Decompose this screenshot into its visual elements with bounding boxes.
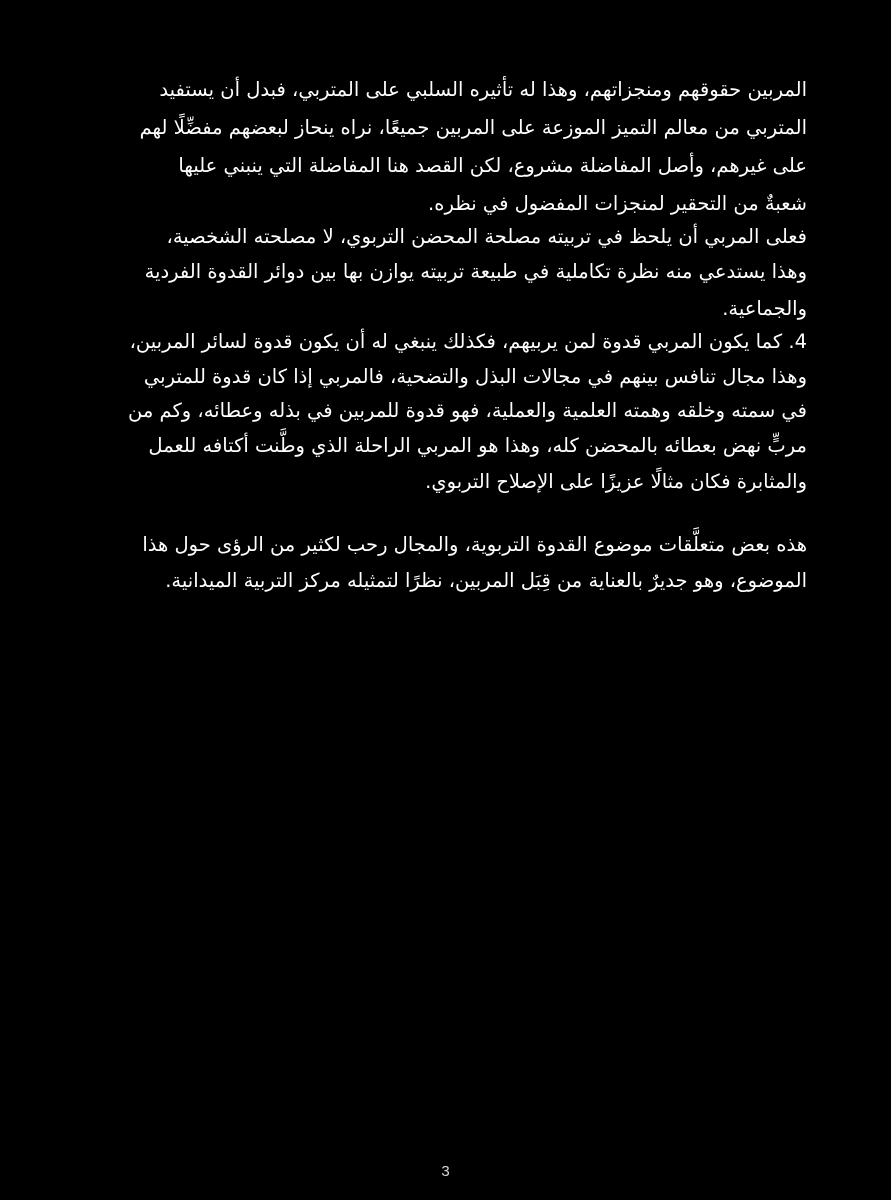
paragraph-line: والمثابرة فكان مثالًا عزيزًا على الإصلاح التربوي. xyxy=(425,470,807,493)
paragraph-line: على غيرهم، وأصل المفاضلة مشروع، لكن القصد هنا المفاضلة التي ينبني عليها xyxy=(178,154,807,177)
paragraph-line: المتربي من معالم التميز الموزعة على المربين جميعًا، نراه ينحاز لبعضهم مفضِّلًا لهم xyxy=(139,116,807,139)
paragraph-line: في سمته وخلقه وهمته العلمية والعملية، فهو قدوة للمربين في بذله وعطائه، وكم من xyxy=(128,399,807,422)
paragraph-line: والجماعية. xyxy=(722,297,807,320)
paragraph-line: مربٍّ نهض بعطائه بالمحضن كله، وهذا هو المربي الراحلة الذي وطَّنت أكتافه للعمل xyxy=(148,434,807,457)
paragraph-line: هذه بعض متعلَّقات موضوع القدوة التربوية، والمجال رحب لكثير من الرؤى حول هذا xyxy=(142,533,807,556)
paragraph-line: فعلى المربي أن يلحظ في تربيته مصلحة المحضن التربوي، لا مصلحته الشخصية، xyxy=(166,225,807,248)
paragraph-line: وهذا مجال تنافس بينهم في مجالات البذل والتضحية، فالمربي إذا كان قدوة للمتربي xyxy=(143,365,807,388)
paragraph-line: الموضوع، وهو جديرٌ بالعناية من قِبَل المربين، نظرًا لتمثيله مركز التربية الميدانية. xyxy=(165,569,807,592)
paragraph-line: شعبةٌ من التحقير لمنجزات المفضول في نظره. xyxy=(428,192,807,215)
list-item-line: 4. كما يكون المربي قدوة لمن يربيهم، فكذلك ينبغي له أن يكون قدوة لسائر المربين، xyxy=(129,330,807,353)
page-number: 3 xyxy=(441,1163,450,1180)
paragraph-line: وهذا يستدعي منه نظرة تكاملية في طبيعة تربيته يوازن بها بين دوائر القدوة الفردية xyxy=(144,260,807,283)
paragraph-line: المربين حقوقهم ومنجزاتهم، وهذا له تأثيره السلبي على المتربي، فبدل أن يستفيد xyxy=(159,78,807,101)
